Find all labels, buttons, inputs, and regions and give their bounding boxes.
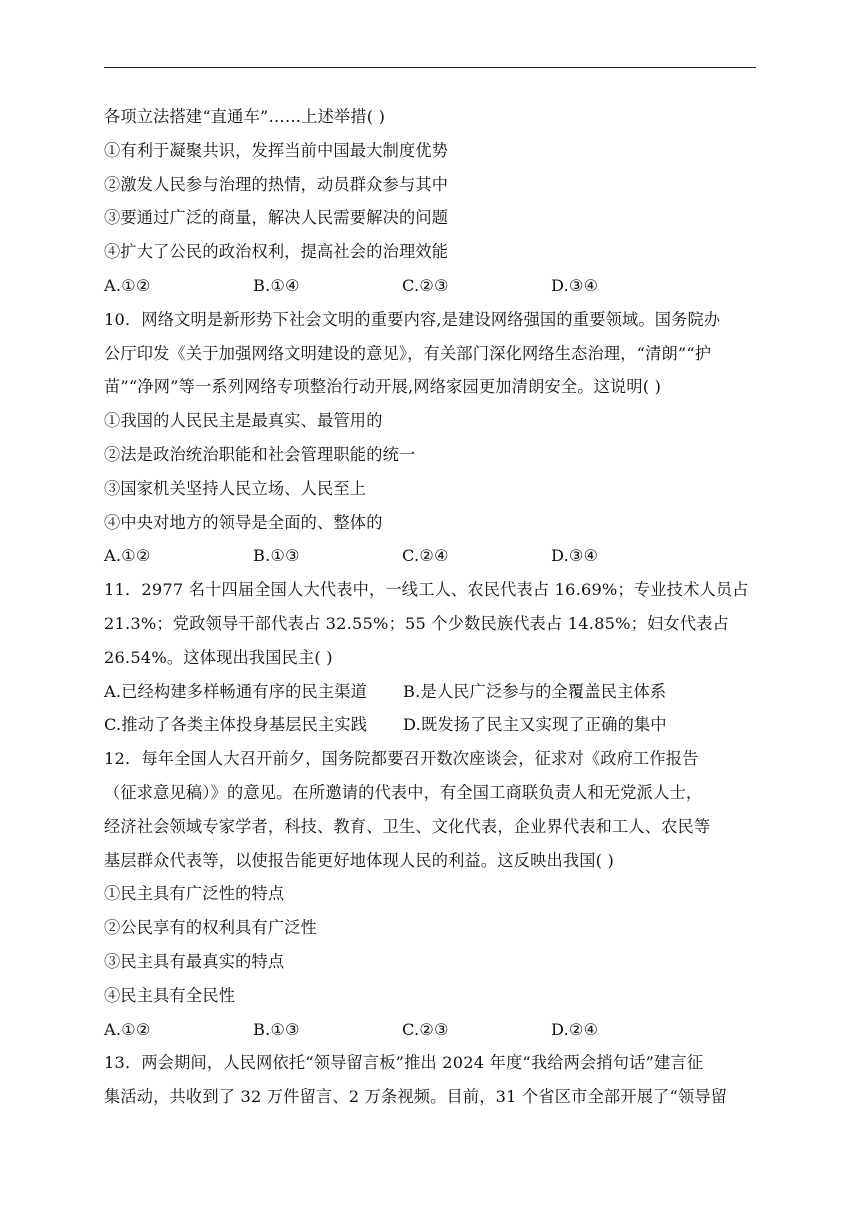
question-stem-line: 11．2977 名十四届全国人大代表中，一线工人、农民代表占 16.69%；专业技术人员占 — [104, 580, 749, 600]
option-d: D.②④ — [551, 1019, 599, 1039]
statement-3: ③民主具有最真实的特点 — [104, 951, 285, 971]
header-rule — [104, 67, 756, 68]
statement-2: ②公民享有的权利具有广泛性 — [104, 918, 318, 938]
option-d: D.③④ — [551, 275, 599, 295]
statement-1: ①民主具有广泛性的特点 — [104, 884, 285, 904]
option-c: C.②③ — [402, 1019, 449, 1039]
option-a: A.①② — [104, 1019, 151, 1039]
statement-2: ②激发人民参与治理的热情，动员群众参与其中 — [104, 174, 449, 194]
statement-2: ②法是政治统治职能和社会管理职能的统一 — [104, 444, 416, 464]
question-stem-line: 10．网络文明是新形势下社会文明的重要内容,是建设网络强国的重要领域。国务院办 — [104, 309, 721, 329]
statement-1: ①有利于凝聚共识，发挥当前中国最大制度优势 — [104, 140, 449, 160]
option-c: C.②④ — [402, 546, 449, 566]
answer-options — [104, 269, 759, 303]
statement-4: ④中央对地方的领导是全面的、整体的 — [104, 512, 383, 532]
option-b: B.是人民广泛参与的全覆盖民主体系 — [403, 681, 667, 701]
answer-options-row-2 — [104, 708, 759, 742]
document-body — [104, 100, 759, 1114]
answer-options — [104, 539, 759, 573]
question-11 — [104, 573, 759, 742]
option-b: B.①③ — [253, 546, 300, 566]
option-a: A.①② — [104, 546, 151, 566]
question-10 — [104, 303, 759, 573]
option-c: C.推动了各类主体投身基层民主实践 — [104, 715, 368, 735]
question-stem-line: （征求意见稿）》的意见。在所邀请的代表中，有全国工商联负责人和无党派人士， — [104, 782, 703, 802]
answer-options — [104, 1013, 759, 1047]
question-stem-line: 13．两会期间，人民网依托“领导留言板”推出 2024 年度“我给两会捎句话”建言征 — [104, 1053, 704, 1073]
option-d: D.既发扬了民主又实现了正确的集中 — [403, 715, 667, 735]
statement-1: ①我国的人民民主是最真实、最管用的 — [104, 411, 383, 431]
question-stem-line: 12．每年全国人大召开前夕，国务院都要召开数次座谈会，征求对《政府工作报告 — [104, 749, 699, 769]
question-12 — [104, 742, 759, 1046]
question-stem-line: 各项立法搭建“直通车”……上述举措( ) — [104, 107, 386, 126]
statement-3: ③要通过广泛的商量，解决人民需要解决的问题 — [104, 208, 449, 228]
question-stem-line: 集活动，共收到了 32 万件留言、2 万条视频。目前，31 个省区市全部开展了“领导留 — [104, 1087, 728, 1107]
option-b: B.①③ — [253, 1019, 300, 1039]
statement-3: ③国家机关坚持人民立场、人民至上 — [104, 478, 367, 498]
question-stem-line: 公厅印发《关于加强网络文明建设的意见》，有关部门深化网络生态治理，“清朗”“护 — [104, 343, 712, 363]
option-b: B.①④ — [253, 275, 300, 295]
option-a: A.①② — [104, 275, 151, 295]
question-stem-line: 经济社会领域专家学者，科技、教育、卫生、文化代表，企业界代表和工人、农民等 — [104, 816, 711, 836]
option-d: D.③④ — [551, 546, 599, 566]
option-c: C.②③ — [402, 275, 449, 295]
answer-options-row-1 — [104, 675, 759, 709]
question-stem-line: 26.54%。这体现出我国民主( ) — [104, 647, 333, 667]
question-9-continuation — [104, 100, 759, 303]
question-stem-line: 基层群众代表等，以使报告能更好地体现人民的利益。这反映出我国( ) — [104, 850, 614, 870]
statement-4: ④民主具有全民性 — [104, 985, 236, 1005]
option-a: A.已经构建多样畅通有序的民主渠道 — [104, 681, 368, 701]
question-stem-line: 21.3%；党政领导干部代表占 32.55%；55 个少数民族代表占 14.85%；妇女代表占 — [104, 613, 729, 633]
question-13 — [104, 1046, 759, 1114]
question-stem-line: 苗”“净网”等一系列网络专项整治行动开展,网络家园更加清朗安全。这说明( ) — [104, 377, 662, 397]
statement-4: ④扩大了公民的政治权利，提高社会的治理效能 — [104, 242, 449, 262]
